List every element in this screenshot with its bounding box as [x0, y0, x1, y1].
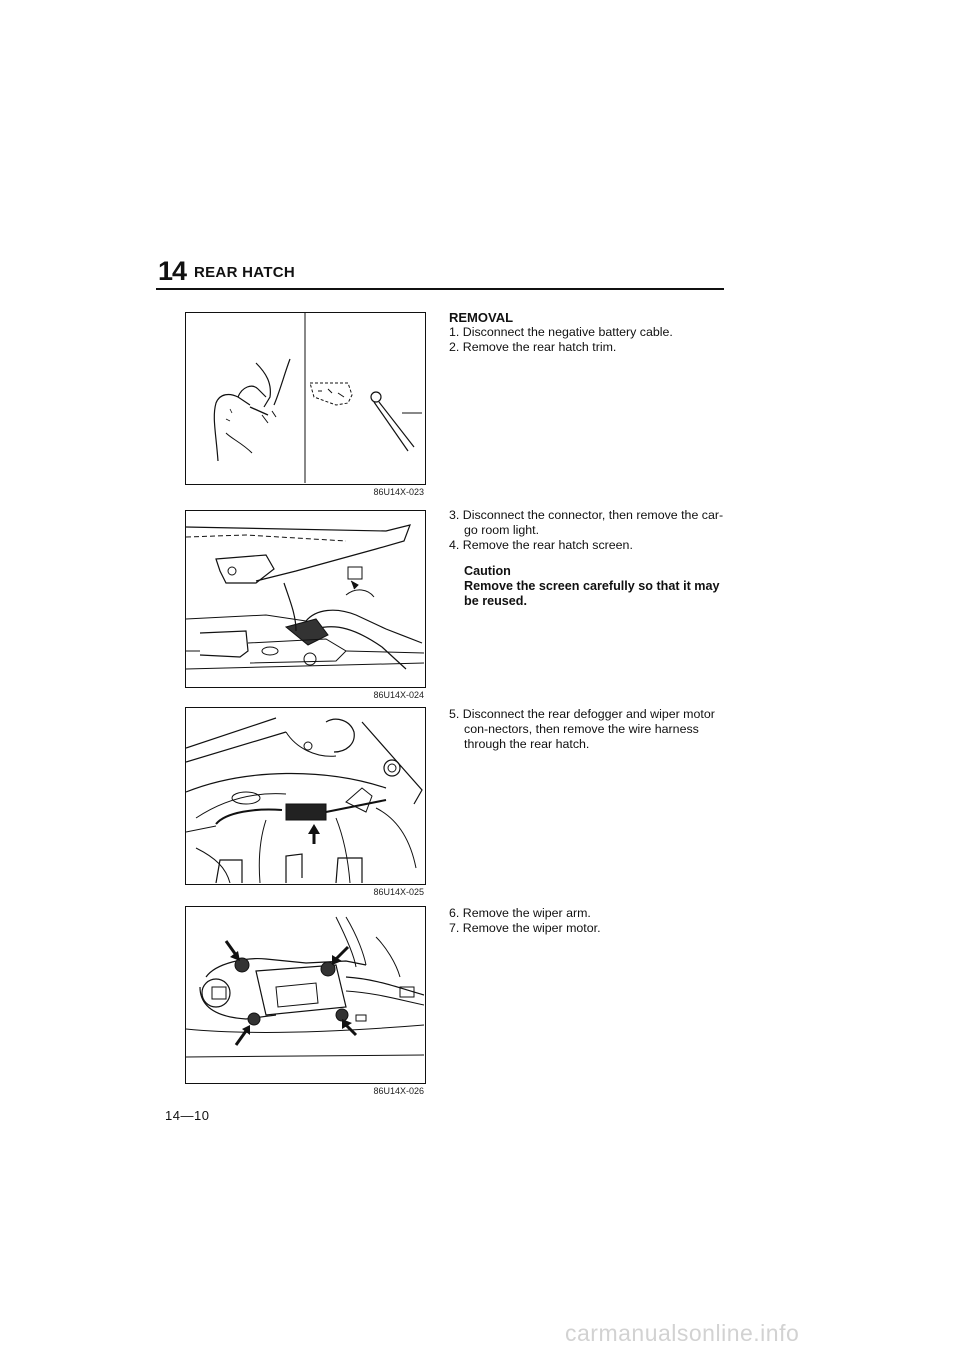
step-3: 3. Disconnect the connector, then remove the car-go room light.: [449, 508, 724, 537]
illustration-room-light: [186, 511, 424, 686]
step-1: 1. Disconnect the negative battery cable.: [449, 325, 673, 339]
figure-code: 86U14X-025: [373, 887, 424, 897]
step-4: 4. Remove the rear hatch screen.: [449, 538, 633, 552]
figure-trim-removal: [185, 312, 426, 485]
page-number: 14—10: [165, 1108, 210, 1123]
section-title: REAR HATCH: [194, 264, 296, 281]
figure-code: 86U14X-023: [373, 487, 424, 497]
caution-text: Remove the screen carefully so that it may be reused.: [464, 579, 720, 608]
room-light-steps: [449, 508, 729, 609]
watermark: carmanualsonline.info: [565, 1320, 800, 1346]
step-7: 7. Remove the wiper motor.: [449, 921, 601, 935]
illustration-harness: [186, 708, 424, 883]
step-6: 6. Remove the wiper arm.: [449, 906, 591, 920]
illustration-trim-removal: [186, 313, 424, 483]
figure-room-light: [185, 510, 426, 688]
figure-code: 86U14X-026: [373, 1086, 424, 1096]
caution-title: Caution: [464, 564, 511, 578]
figure-harness: [185, 707, 426, 885]
step-5: 5. Disconnect the rear defogger and wiper motor con-nectors, then remove the wire harness through the rear hatch.: [449, 707, 715, 751]
section-number: 14: [158, 256, 187, 286]
wiper-steps: [449, 906, 729, 936]
figure-code: 86U14X-024: [373, 690, 424, 700]
illustration-wiper-motor: [186, 907, 424, 1082]
removal-title: REMOVAL: [449, 310, 514, 325]
removal-section: [449, 310, 729, 355]
figure-wiper-motor: [185, 906, 426, 1084]
header-rule: [156, 288, 724, 290]
step-2: 2. Remove the rear hatch trim.: [449, 340, 617, 354]
harness-steps: [449, 707, 729, 752]
